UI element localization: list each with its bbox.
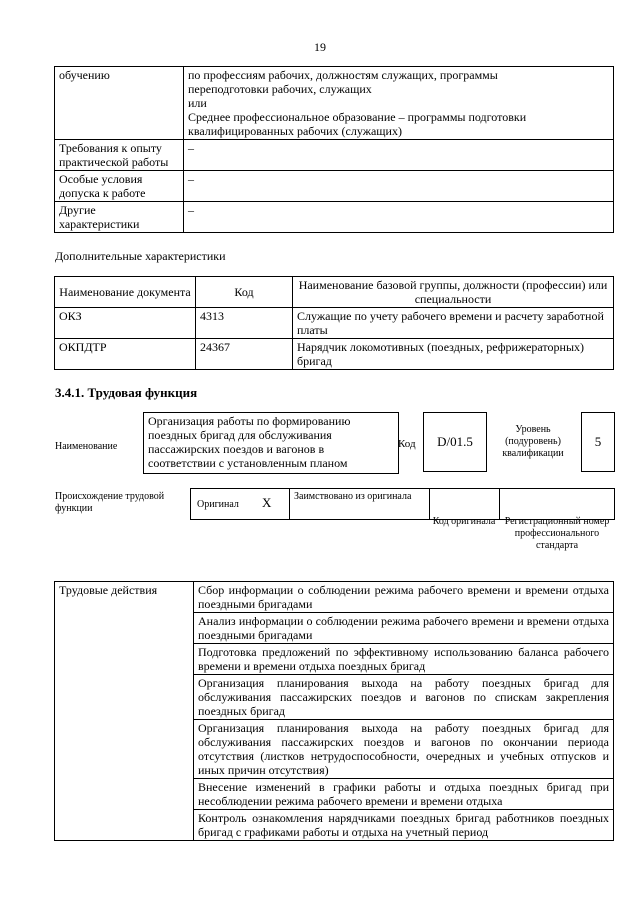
labor-action-item: Сбор информации о соблюдении режима рабочего времени и времени отдыха поездными бригадами [194, 582, 614, 613]
row-label: Другие характеристики [55, 202, 184, 233]
code-original-caption: Код оригинала [432, 516, 496, 527]
row-value: – [184, 171, 614, 202]
table-row [55, 171, 614, 202]
original-mark: X [262, 495, 272, 510]
labor-actions-table [54, 581, 614, 841]
table-cell: 4313 [196, 308, 293, 339]
education-line: по профессиям рабочих, должностям служащих, программы [188, 68, 498, 82]
table-row [55, 140, 614, 171]
column-header: Наименование документа [55, 277, 196, 308]
section-heading: 3.4.1. Трудовая функция [55, 385, 198, 400]
borrowed-box [289, 488, 430, 520]
labor-action-item: Подготовка предложений по эффективному использованию баланса рабочего времени и времени отдыха поездных бригад [194, 644, 614, 675]
origin-label: Происхождение трудовой функции [55, 491, 165, 514]
table-row [55, 339, 614, 370]
row-label: Требования к опыту практической работы [55, 140, 184, 171]
table-row [55, 582, 614, 613]
qualification-level-label: Уровень (подуровень) квалификации [502, 424, 564, 459]
education-line: квалифицированных рабочих (служащих) [188, 124, 402, 138]
function-name-box: Организация работы по формированию поездных бригад для обслуживания пассажирских поездов и вагонов в соответствии с установленным планом [143, 412, 399, 474]
requirements-table [54, 66, 614, 233]
column-header: Наименование базовой группы, должности (профессии) или специальности [293, 277, 614, 308]
labor-actions-label: Трудовые действия [55, 582, 194, 841]
additional-characteristics-title: Дополнительные характеристики [55, 249, 226, 263]
education-line: переподготовки рабочих, служащих [188, 82, 372, 96]
row-label: Особые условия допуска к работе [55, 171, 184, 202]
borrowed-label: Заимствовано из оригинала [294, 491, 412, 502]
education-line: или [188, 96, 207, 110]
labor-action-item: Анализ информации о соблюдении режима рабочего времени и времени отдыха поездными бригадами [194, 613, 614, 644]
row-label: обучению [55, 67, 184, 140]
registration-number-caption: Регистрационный номер профессионального стандарта [504, 516, 610, 551]
original-box [190, 488, 290, 520]
name-label: Наименование [55, 441, 118, 452]
labor-action-item: Контроль ознакомления нарядчиками поездных бригад работников поездных бригад с графиками работы и отдыха на учетный период [194, 810, 614, 841]
original-label: Оригинал [197, 499, 239, 510]
table-cell: 24367 [196, 339, 293, 370]
table-row [55, 67, 614, 140]
page-number: 19 [314, 40, 326, 54]
row-value: – [184, 140, 614, 171]
code-label: Код [398, 438, 416, 450]
labor-action-item: Организация планирования выхода на работу поездных бригад для обслуживания пассажирских поездов и вагонов по окончании периода отсутствия (листков нетрудоспособности, очередных и учебных отпусков и иных причин отсутствия) [194, 720, 614, 779]
labor-action-item: Внесение изменений в графики работы и отдыха поездных бригад при несоблюдении режима рабочего времени и времени отдыха [194, 779, 614, 810]
column-header: Код [196, 277, 293, 308]
table-cell: Служащие по учету рабочего времени и расчету заработной платы [293, 308, 614, 339]
table-row [55, 308, 614, 339]
table-cell: ОКПДТР [55, 339, 196, 370]
labor-action-item: Организация планирования выхода на работу поездных бригад для обслуживания пассажирских поездов и вагонов по спискам закрепления поездных бригад [194, 675, 614, 720]
qualification-level-box: 5 [581, 412, 615, 472]
row-value: – [184, 202, 614, 233]
education-requirements-cell [184, 67, 614, 140]
table-row [55, 202, 614, 233]
table-cell: ОКЗ [55, 308, 196, 339]
function-code-box: D/01.5 [423, 412, 487, 472]
table-header-row [55, 277, 614, 308]
table-cell: Нарядчик локомотивных (поездных, рефрижераторных) бригад [293, 339, 614, 370]
education-line: Среднее профессиональное образование – программы подготовки [188, 110, 527, 124]
additional-characteristics-table [54, 276, 614, 370]
